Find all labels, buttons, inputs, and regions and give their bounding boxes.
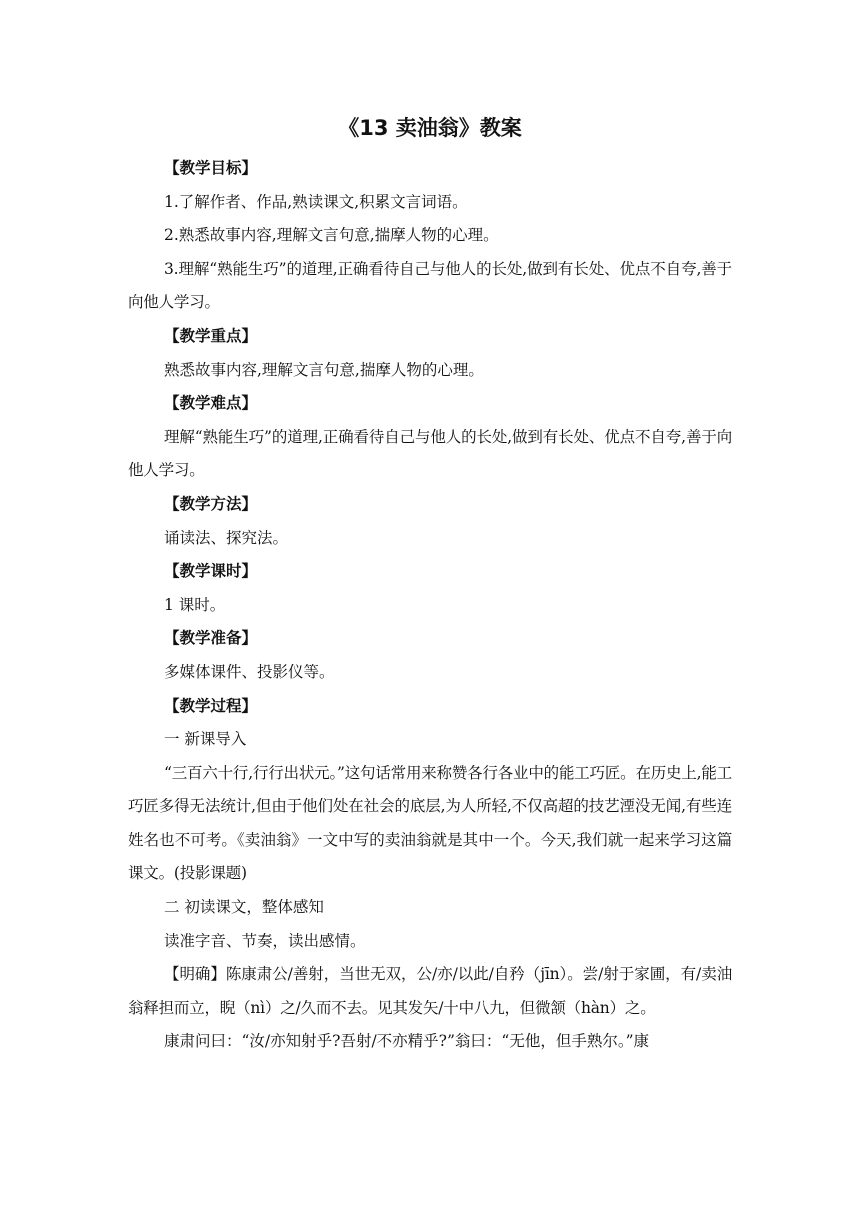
preparation-text: 多媒体课件、投影仪等。	[164, 662, 335, 681]
step1-title: 一 新课导入	[164, 730, 247, 749]
goal-item-1: 1.了解作者、作品,熟读课文,积累文言词语。	[164, 192, 468, 211]
step2-title: 二 初读课文，整体感知	[164, 898, 324, 917]
clarify-text: 【明确】陈康肃公/善射，当世无双，公/亦/以此/自矜（jīn）。尝/射于家圃，有/卖油翁释担而立，睨（nì）之/久而不去。见其发矢/十中八九，但微颔（hàn）之。	[128, 965, 732, 1017]
dialogue-text: 康肃问曰：“汝/亦知射乎?吾射/不亦精乎?”翁曰：“无他，但手熟尔。”康	[164, 1032, 650, 1051]
document-body	[128, 110, 732, 1059]
section-heading-key-points: 【教学重点】	[164, 326, 258, 345]
goal-item-2: 2.熟悉故事内容,理解文言句意,揣摩人物的心理。	[164, 226, 499, 245]
methods-text: 诵读法、探究法。	[164, 528, 289, 547]
section-heading-hours: 【教学课时】	[164, 562, 258, 581]
difficulties-text: 理解“熟能生巧”的道理,正确看待自己与他人的长处,做到有长处、优点不自夸,善于向他人学习。	[128, 427, 732, 480]
goal-item-3: 3.理解“熟能生巧”的道理,正确看待自己与他人的长处,做到有长处、优点不自夸,善于向他人学习。	[128, 259, 732, 312]
section-heading-goals: 【教学目标】	[164, 159, 258, 177]
page-title: 《13 卖油翁》教案	[338, 116, 522, 140]
section-heading-methods: 【教学方法】	[164, 494, 258, 513]
hours-text: 1 课时。	[164, 595, 226, 614]
section-heading-process: 【教学过程】	[164, 696, 258, 715]
section-heading-difficulties: 【教学难点】	[164, 394, 258, 413]
section-heading-preparation: 【教学准备】	[164, 629, 258, 648]
step2-text: 读准字音、节奏，读出感情。	[164, 931, 366, 950]
key-points-text: 熟悉故事内容,理解文言句意,揣摩人物的心理。	[164, 360, 484, 379]
step1-text: “三百六十行,行行出状元。”这句话常用来称赞各行各业中的能工巧匠。在历史上,能工巧匠多得无法统计,但由于他们处在社会的底层,为人所轻,不仅高超的技艺湮没无闻,有些连姓名也不可考。《卖油翁》一文中写的卖油翁就是其中一个。今天,我们就一起来学习这篇课文。(投影课题)	[128, 763, 732, 883]
